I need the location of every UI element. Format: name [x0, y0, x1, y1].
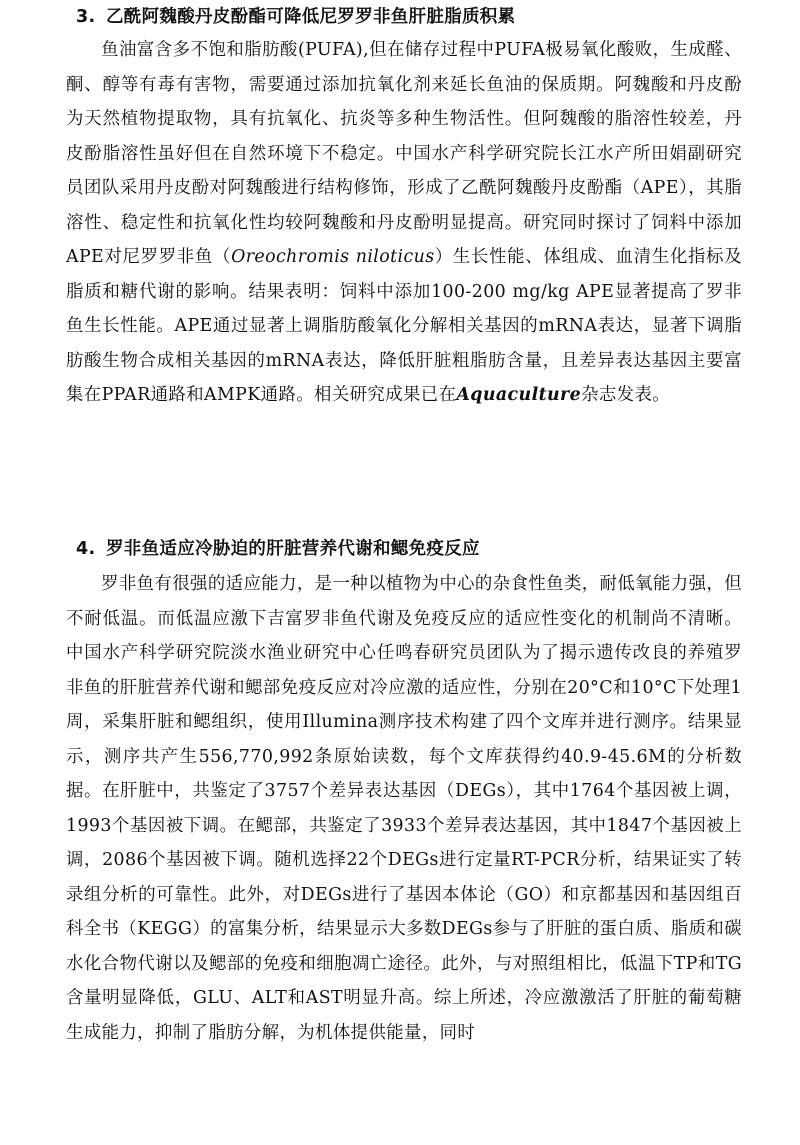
section-3-text-part-3: 杂志发表。: [581, 385, 671, 405]
section-4-text: 罗非鱼有很强的适应能力，是一种以植物为中心的杂食性鱼类，耐低氧能力强，但不耐低温。而低温应激下吉富罗非鱼代谢及免疫反应的适应性变化的机制尚不清晰。中国水产科学研究院淡水渔业研究中心任鸣春研究员团队为了揭示遗传改良的养殖罗非鱼的肝脏营养代谢和鳃部免疫反应对冷应激的适应性，分别在20°C和10°C下处理1周，采集肝脏和鳃组织，使用Illumina测序技术构建了四个文库并进行测序。结果显示，测序共产生556,770,992条原始读数，每个文库获得约40.9-45.6M的分析数据。在肝脏中，共鉴定了3757个差异表达基因（DEGs），其中1764个基因被上调，1993个基因被下调。在鳃部，共鉴定了3933个差异表达基因，其中1847个基因被上调，2086个基因被下调。随机选择22个DEGs进行定量RT-PCR分析，结果证实了转录组分析的可靠性。此外，对DEGs进行了基因本体论（GO）和京都基因和基因组百科全书（KEGG）的富集分析，结果显示大多数DEGs参与了肝脏的蛋白质、脂质和碳水化合物代谢以及鳃部的免疫和细胞凋亡途径。此外，与对照组相比，低温下TP和TG含量明显降低，GLU、ALT和AST明显升高。综上所述，冷应激激活了肝脏的葡萄糖生成能力，抑制了脂肪分解，为机体提供能量，同时: [66, 574, 742, 1043]
section-4-number: 4.: [76, 539, 96, 559]
section-3-paragraph: [66, 33, 742, 413]
section-3-heading: [66, 6, 515, 28]
section-3-text-part-2: ）生长性能、体组成、血清生化指标及脂质和糖代谢的影响。结果表明：饲料中添加100-200 mg/kg APE显著提高了罗非鱼生长性能。APE通过显著上调脂肪酸氧化分解相关基因的mRNA表达，显著下调脂肪酸生物合成相关基因的mRNA表达，降低肝脏粗脂肪含量，且差异表达基因主要富集在PPAR通路和AMPK通路。相关研究成果已在: [66, 247, 742, 405]
journal-name: Aquaculture: [456, 385, 582, 405]
section-3-text-part-1: 鱼油富含多不饱和脂肪酸(PUFA),但在储存过程中PUFA极易氧化酸败，生成醛、酮、醇等有毒有害物，需要通过添加抗氧化剂来延长鱼油的保质期。阿魏酸和丹皮酚为天然植物提取物，具有抗氧化、抗炎等多种生物活性。但阿魏酸的脂溶性较差，丹皮酚脂溶性虽好但在自然环境下不稳定。中国水产科学研究院长江水产所田娟副研究员团队采用丹皮酚对阿魏酸进行结构修饰，形成了乙酰阿魏酸丹皮酚酯（APE），其脂溶性、稳定性和抗氧化性均较阿魏酸和丹皮酚明显提高。研究同时探讨了饲料中添加APE对尼罗罗非鱼（: [66, 40, 742, 267]
section-4-paragraph: [66, 567, 742, 1050]
species-name-italic: Oreochromis niloticus: [231, 247, 435, 267]
section-3-title: 乙酰阿魏酸丹皮酚酯可降低尼罗罗非鱼肝脏脂质积累: [106, 7, 516, 27]
section-4-heading: [66, 538, 480, 560]
section-4-title: 罗非鱼适应冷胁迫的肝脏营养代谢和鳃免疫反应: [106, 539, 480, 559]
section-3-number: 3.: [76, 7, 96, 27]
